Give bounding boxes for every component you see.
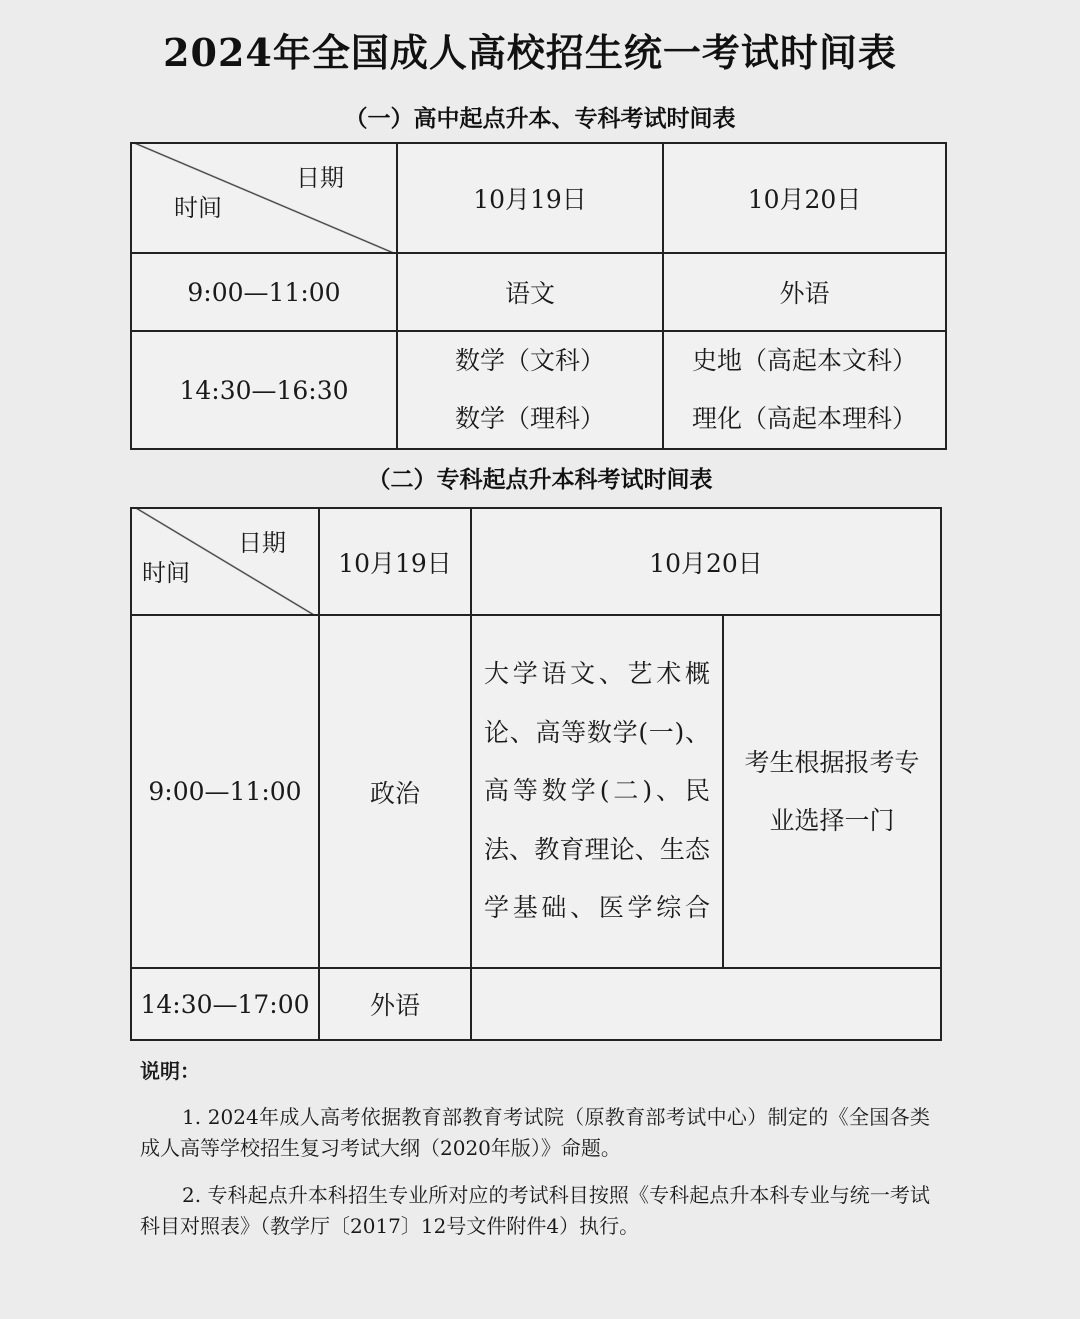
time-slot-morning: 9:00—11:00 (131, 615, 319, 968)
note-line: 业选择一门 (769, 805, 895, 835)
subject-cell (397, 331, 663, 449)
table-header-row (131, 508, 941, 615)
subject-cell: 政治 (319, 615, 471, 968)
corner-cell (131, 508, 319, 615)
section1-subtitle: （一）高中起点升本、专科考试时间表 (344, 105, 736, 132)
note-line: 考生根据报考专 (744, 747, 920, 777)
subject-line: 高等数学(二)、民 (484, 776, 710, 806)
corner-date-label: 日期 (296, 164, 344, 192)
table-row (131, 968, 941, 1040)
table-row (131, 253, 946, 331)
subject-line: 史地（高起本文科） (691, 346, 917, 375)
time-slot-morning: 9:00—11:00 (131, 253, 397, 331)
notes-heading: 说明： (140, 1059, 200, 1083)
selection-note-cell (723, 615, 941, 968)
corner-date-label: 日期 (238, 529, 286, 557)
date-header-oct19: 10月19日 (397, 143, 663, 253)
time-slot-afternoon: 14:30—16:30 (131, 331, 397, 449)
table-row (131, 331, 946, 449)
date-header-oct19: 10月19日 (319, 508, 471, 615)
empty-cell (471, 968, 941, 1040)
subject-line: 法、教育理论、生态 (484, 834, 710, 864)
subject-line: 理化（高起本理科） (691, 404, 917, 433)
schedule-table-2 (130, 507, 942, 1041)
subject-line: 论、高等数学(一)、 (484, 717, 710, 747)
table-header-row (131, 143, 946, 253)
subject-line: 数学（文科） (454, 346, 605, 375)
corner-time-label: 时间 (142, 559, 190, 587)
date-header-oct20: 10月20日 (663, 143, 946, 253)
corner-time-label: 时间 (174, 194, 222, 222)
note-item: 1. 2024年成人高考依据教育部教育考试院（原教育部考试中心）制定的《全国各类成人高等学校招生复习考试大纲（2020年版）》命题。 (140, 1105, 930, 1160)
subject-line: 大学语文、艺术概 (484, 659, 710, 689)
time-slot-afternoon: 14:30—17:00 (131, 968, 319, 1040)
note-item: 2. 专科起点升本科招生专业所对应的考试科目按照《专科起点升本科专业与统一考试科目对照表》（教学厅〔2017〕12号文件附件4）执行。 (140, 1183, 930, 1238)
schedule-table-1 (130, 142, 947, 450)
page-title: 2024年全国成人高校招生统一考试时间表 (163, 30, 897, 75)
notes-section (140, 1055, 930, 1258)
subject-cell (663, 331, 946, 449)
table-row (131, 615, 941, 968)
date-header-oct20: 10月20日 (471, 508, 941, 615)
subject-cell: 外语 (319, 968, 471, 1040)
subject-list-cell (471, 615, 723, 968)
subject-cell: 语文 (397, 253, 663, 331)
corner-cell (131, 143, 397, 253)
subject-cell: 外语 (663, 253, 946, 331)
section2-subtitle: （二）专科起点升本科考试时间表 (367, 466, 713, 493)
subject-line: 数学（理科） (454, 404, 605, 433)
subject-line: 学基础、医学综合 (484, 893, 710, 923)
